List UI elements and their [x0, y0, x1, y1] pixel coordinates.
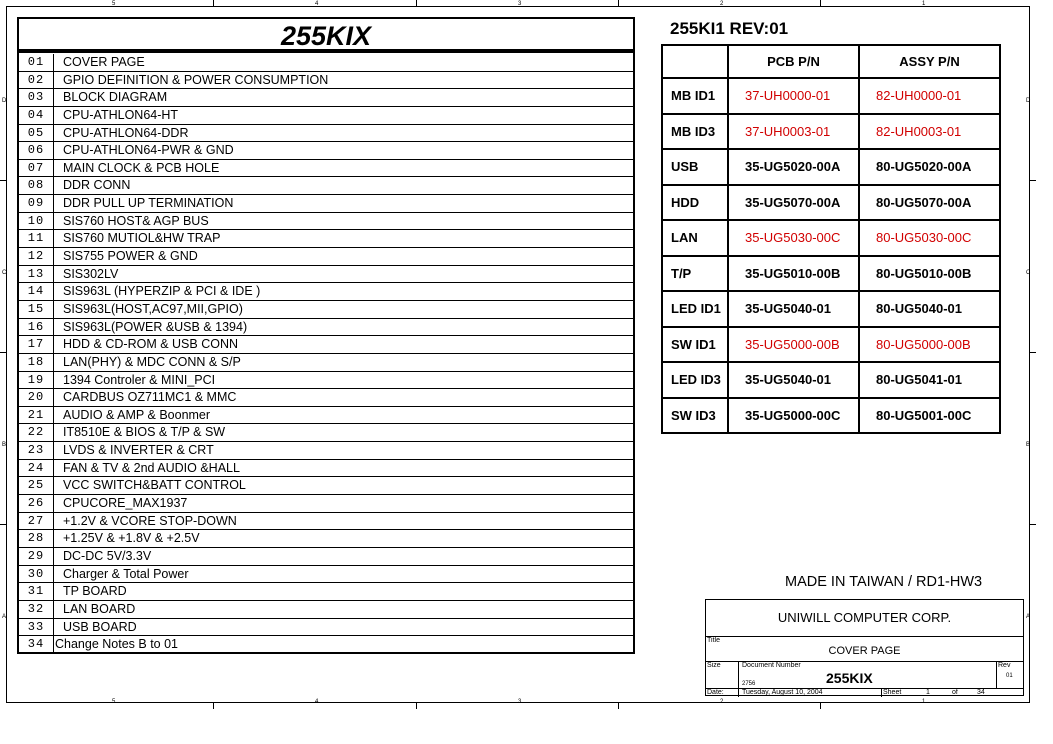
toc-row	[19, 283, 633, 301]
toc-row	[19, 389, 633, 407]
zone-tick	[0, 352, 6, 353]
zone-label: D	[1026, 98, 1031, 104]
sheet-total: 34	[977, 689, 985, 696]
toc-page-number: 08	[19, 177, 54, 194]
toc-page-title: GPIO DEFINITION & POWER CONSUMPTION	[63, 72, 329, 87]
board-name: T/P	[662, 256, 728, 292]
part-number-row	[662, 149, 1000, 185]
toc-page-number: 24	[19, 460, 54, 477]
part-number-row	[662, 185, 1000, 221]
board-revision-heading: 255KI1 REV:01	[670, 19, 789, 38]
pcb-part-number: 35-UG5040-01	[728, 362, 859, 398]
toc-row	[19, 160, 633, 178]
toc-page-title: IT8510E & BIOS & T/P & SW	[63, 425, 226, 440]
zone-label: 1	[922, 1, 926, 7]
toc-row	[19, 495, 633, 513]
zone-tick	[1030, 352, 1036, 353]
zone-tick	[416, 703, 417, 709]
toc-page-number: 06	[19, 142, 54, 159]
zone-label: A	[1026, 614, 1031, 620]
toc-row	[19, 319, 633, 337]
toc-page-title: DDR CONN	[63, 178, 131, 193]
board-name: MB ID1	[662, 78, 728, 114]
toc-page-number: 18	[19, 354, 54, 371]
zone-label: 4	[315, 1, 319, 7]
toc-page-number: 29	[19, 548, 54, 565]
toc-page-title: LAN(PHY) & MDC CONN & S/P	[63, 354, 241, 369]
toc-row	[19, 248, 633, 266]
assy-part-number: 80-UG5001-00C	[859, 398, 1000, 434]
toc-page-number: 14	[19, 283, 54, 300]
pcb-part-number: 37-UH0000-01	[728, 78, 859, 114]
toc-title: 255KIX	[19, 19, 633, 53]
zone-tick	[820, 0, 821, 6]
toc-page-title: AUDIO & AMP & Boonmer	[63, 407, 211, 422]
company-name: UNIWILL COMPUTER CORP.	[777, 610, 952, 625]
zone-label: C	[1026, 270, 1031, 276]
zone-tick	[1030, 180, 1036, 181]
toc-page-number: 22	[19, 424, 54, 441]
date-label: Date:	[707, 689, 724, 696]
pcb-part-number: 37-UH0003-01	[728, 114, 859, 150]
toc-row	[19, 301, 633, 319]
toc-page-title: TP BOARD	[63, 584, 127, 599]
toc-row	[19, 407, 633, 425]
assy-part-number: 80-UG5000-00B	[859, 327, 1000, 363]
toc-page-title: CPU-ATHLON64-DDR	[63, 125, 189, 140]
toc-page-title: SIS302LV	[63, 266, 119, 281]
pcb-part-number: 35-UG5020-00A	[728, 149, 859, 185]
pcb-part-number: 35-UG5010-00B	[728, 256, 859, 292]
toc-page-number: 25	[19, 477, 54, 494]
toc-page-title: CPU-ATHLON64-PWR & GND	[63, 143, 234, 158]
toc-row	[19, 460, 633, 478]
toc-page-number: 09	[19, 195, 54, 212]
toc-page-number: 27	[19, 513, 54, 530]
toc-page-number: 33	[19, 619, 54, 636]
toc-page-number: 30	[19, 566, 54, 583]
document-number-label: Document Number	[742, 662, 801, 669]
board-name: SW ID1	[662, 327, 728, 363]
board-name: MB ID3	[662, 114, 728, 150]
zone-label: A	[2, 614, 7, 620]
assy-part-number: 80-UG5040-01	[859, 291, 1000, 327]
board-name: SW ID3	[662, 398, 728, 434]
part-number-row	[662, 362, 1000, 398]
sheet-number: 1	[926, 689, 930, 696]
toc-page-number: 02	[19, 72, 54, 89]
table-of-contents	[17, 17, 635, 654]
toc-page-number: 31	[19, 583, 54, 600]
toc-page-number: 13	[19, 266, 54, 283]
toc-row	[19, 513, 633, 531]
zone-tick	[213, 0, 214, 6]
zone-label: B	[2, 442, 7, 448]
toc-page-number: 11	[19, 230, 54, 247]
toc-page-title: SIS963L(POWER &USB & 1394)	[63, 319, 248, 334]
board-name: LAN	[662, 220, 728, 256]
toc-page-number: 07	[19, 160, 54, 177]
assy-part-number: 80-UG5041-01	[859, 362, 1000, 398]
board-name: LED ID3	[662, 362, 728, 398]
rev-label: Rev	[998, 662, 1011, 669]
toc-row	[19, 424, 633, 442]
board-name: HDD	[662, 185, 728, 221]
zone-label: D	[2, 98, 7, 104]
pcb-part-number: 35-UG5070-00A	[728, 185, 859, 221]
toc-page-title: CPU-ATHLON64-HT	[63, 107, 179, 122]
toc-page-number: 05	[19, 125, 54, 142]
zone-label: B	[1026, 442, 1031, 448]
toc-page-title: BLOCK DIAGRAM	[63, 90, 168, 105]
toc-page-number: 20	[19, 389, 54, 406]
zone-label: 5	[112, 1, 116, 7]
toc-page-number: 26	[19, 495, 54, 512]
toc-page-title: SIS755 POWER & GND	[63, 249, 198, 264]
part-number-row	[662, 256, 1000, 292]
toc-page-title: CARDBUS OZ711MC1 & MMC	[63, 390, 237, 405]
zone-label: C	[2, 270, 7, 276]
toc-row	[19, 354, 633, 372]
pcb-part-number: 35-UG5000-00C	[728, 398, 859, 434]
toc-page-number: 03	[19, 89, 54, 106]
of-label: of	[952, 689, 958, 696]
toc-row	[19, 583, 633, 601]
size-value: 2756	[742, 681, 756, 687]
toc-page-title: FAN & TV & 2nd AUDIO &HALL	[63, 460, 240, 475]
pcb-part-number: 35-UG5030-00C	[728, 220, 859, 256]
toc-row	[19, 177, 633, 195]
zone-tick	[0, 524, 6, 525]
zone-label: 1	[922, 699, 926, 705]
part-number-row	[662, 114, 1000, 150]
toc-page-title: Charger & Total Power	[63, 566, 189, 581]
toc-page-title: USB BOARD	[63, 619, 137, 634]
toc-row	[19, 213, 633, 231]
zone-label: 3	[518, 1, 522, 7]
header-assy-pn: ASSY P/N	[859, 45, 1000, 78]
toc-page-title: SIS963L(HOST,AC97,MII,GPIO)	[63, 301, 243, 316]
zone-tick	[416, 0, 417, 6]
sheet-label: Sheet	[883, 689, 902, 696]
toc-page-number: 15	[19, 301, 54, 318]
toc-page-title: LAN BOARD	[63, 601, 136, 616]
toc-page-number: 34	[19, 636, 54, 653]
part-number-row	[662, 220, 1000, 256]
toc-page-title: VCC SWITCH&BATT CONTROL	[63, 478, 246, 493]
header-blank	[662, 45, 728, 78]
toc-row	[19, 195, 633, 213]
toc-page-title: CPUCORE_MAX1937	[63, 496, 188, 511]
zone-tick	[213, 703, 214, 709]
toc-row	[19, 72, 633, 90]
board-name: LED ID1	[662, 291, 728, 327]
toc-page-title: Change Notes B to 01	[55, 637, 178, 652]
part-number-row	[662, 398, 1000, 434]
zone-label: 4	[315, 699, 319, 705]
made-in-label: MADE IN TAIWAN / RD1-HW3	[785, 574, 983, 590]
toc-page-title: LVDS & INVERTER & CRT	[63, 443, 214, 458]
zone-label: 2	[720, 1, 724, 7]
toc-page-number: 32	[19, 601, 54, 618]
toc-row	[19, 336, 633, 354]
zone-tick	[0, 180, 6, 181]
toc-row	[19, 477, 633, 495]
pcb-part-number: 35-UG5040-01	[728, 291, 859, 327]
part-number-table	[661, 44, 1001, 434]
toc-row	[19, 89, 633, 107]
toc-row	[19, 107, 633, 125]
pcb-part-number: 35-UG5000-00B	[728, 327, 859, 363]
header-pcb-pn: PCB P/N	[728, 45, 859, 78]
toc-page-title: SIS760 MUTIOL&HW TRAP	[63, 231, 221, 246]
sheet-title: COVER PAGE	[828, 645, 901, 657]
toc-row	[19, 601, 633, 619]
toc-page-number: 21	[19, 407, 54, 424]
toc-row	[19, 619, 633, 637]
toc-page-number: 19	[19, 372, 54, 389]
rev-value: 01	[1006, 673, 1013, 679]
toc-row	[19, 266, 633, 284]
zone-tick	[1030, 524, 1036, 525]
assy-part-number: 82-UH0000-01	[859, 78, 1000, 114]
assy-part-number: 82-UH0003-01	[859, 114, 1000, 150]
toc-page-title: MAIN CLOCK & PCB HOLE	[63, 160, 220, 175]
toc-page-title: 1394 Controler & MINI_PCI	[63, 372, 216, 387]
zone-tick	[618, 703, 619, 709]
assy-part-number: 80-UG5070-00A	[859, 185, 1000, 221]
toc-page-number: 17	[19, 336, 54, 353]
toc-row	[19, 530, 633, 548]
title-block	[705, 599, 1024, 696]
board-name: USB	[662, 149, 728, 185]
toc-row	[19, 372, 633, 390]
toc-page-number: 28	[19, 530, 54, 547]
document-number: 255KIX	[826, 670, 873, 686]
toc-row	[19, 54, 633, 72]
toc-page-number: 04	[19, 107, 54, 124]
toc-row	[19, 125, 633, 143]
part-number-row	[662, 327, 1000, 363]
toc-rows	[19, 54, 633, 654]
toc-page-title: SIS963L (HYPERZIP & PCI & IDE )	[63, 284, 261, 299]
zone-label: 5	[112, 699, 116, 705]
assy-part-number: 80-UG5010-00B	[859, 256, 1000, 292]
assy-part-number: 80-UG5030-00C	[859, 220, 1000, 256]
toc-page-title: COVER PAGE	[63, 55, 145, 69]
toc-page-number: 01	[19, 54, 54, 71]
zone-tick	[618, 0, 619, 6]
zone-label: 3	[518, 699, 522, 705]
toc-page-number: 10	[19, 213, 54, 230]
toc-page-number: 16	[19, 319, 54, 336]
toc-page-title: DC-DC 5V/3.3V	[63, 548, 152, 563]
toc-row	[19, 142, 633, 160]
toc-page-title: SIS760 HOST& AGP BUS	[63, 213, 209, 228]
assy-part-number: 80-UG5020-00A	[859, 149, 1000, 185]
part-number-row	[662, 291, 1000, 327]
part-number-header-row	[662, 45, 1000, 78]
toc-row	[19, 636, 633, 654]
date-value: Tuesday, August 10, 2004	[742, 689, 823, 696]
size-label: Size	[707, 662, 721, 669]
toc-page-title: +1.25V & +1.8V & +2.5V	[63, 531, 200, 546]
toc-page-number: 12	[19, 248, 54, 265]
toc-row	[19, 548, 633, 566]
toc-page-title: +1.2V & VCORE STOP-DOWN	[63, 513, 237, 528]
toc-row	[19, 230, 633, 248]
toc-page-title: DDR PULL UP TERMINATION	[63, 196, 234, 211]
toc-row	[19, 566, 633, 584]
part-number-row	[662, 78, 1000, 114]
zone-label: 2	[720, 699, 724, 705]
title-label: Title	[707, 637, 720, 644]
zone-tick	[820, 703, 821, 709]
toc-page-number: 23	[19, 442, 54, 459]
toc-page-title: HDD & CD-ROM & USB CONN	[63, 337, 239, 352]
toc-row	[19, 442, 633, 460]
